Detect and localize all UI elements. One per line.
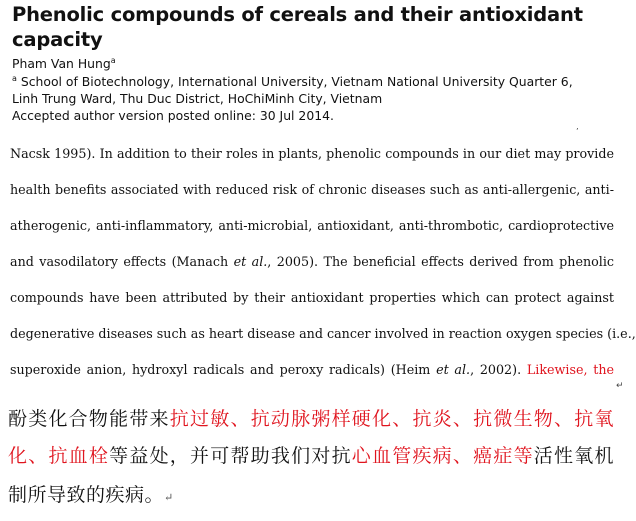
et-al-citation-2: et al. [436, 362, 471, 377]
affiliation-line-1: School of Biotechnology, International University, Vietnam National University Quarter 6, [16, 74, 573, 89]
stray-mark: ’ [576, 127, 579, 136]
chinese-text: 酚类化合物能带来 [8, 408, 170, 430]
english-line-6: degenerative diseases such as heart disease and cancer involved in reaction oxygen species (i.e., [10, 326, 636, 341]
chinese-text: 等益处，并可帮助我们对抗 [109, 445, 352, 467]
chinese-text: 制所导致的疾病。 [8, 484, 165, 506]
english-line-7-a: superoxide anion, hydroxyl radicals and peroxy radicals) (Heim [10, 362, 437, 377]
english-line-7 [10, 362, 614, 377]
chinese-highlight: 化、抗血栓 [8, 445, 110, 467]
paper-title [12, 2, 612, 52]
author-name: Pham Van Hung [12, 56, 111, 71]
highlighted-text: Likewise, the [526, 362, 615, 377]
english-line-5: compounds have been attributed by their antioxidant properties which can protect against [10, 290, 614, 305]
author-line [12, 55, 612, 72]
affiliation-superscript: a [12, 73, 17, 83]
accepted-date: Accepted author version posted online: 30 Jul 2014. [12, 108, 334, 123]
english-line-2: health benefits associated with reduced risk of chronic diseases such as anti-allergenic, anti- [10, 182, 614, 197]
english-line-1: Nacsk 1995). In addition to their roles in plants, phenolic compounds in our diet may provide [10, 146, 614, 161]
english-line-7-b: , 2002). [470, 362, 527, 377]
author-superscript: a [110, 55, 116, 65]
title-line-1: Phenolic compounds of cereals and their antioxidant [12, 3, 583, 26]
et-al-citation-1: et al. [233, 254, 268, 269]
chinese-line-2 [8, 441, 614, 468]
english-line-3: atherogenic, anti-inflammatory, anti-microbial, antioxidant, anti-thrombotic, cardioprotective [10, 218, 614, 233]
chinese-text: 活性氧机 [533, 445, 614, 467]
chinese-highlight: 心血管疾病、癌症等 [351, 445, 534, 467]
chinese-highlight: 抗过敏、抗动脉粥样硬化、抗炎、抗微生物、抗氧 [169, 408, 614, 430]
affiliation-line-2: Linh Trung Ward, Thu Duc District, HoChiMinh City, Vietnam [12, 91, 383, 106]
english-line-4-a: and vasodilatory effects (Manach [10, 254, 234, 269]
english-line-4 [10, 254, 614, 269]
chinese-line-1 [8, 404, 614, 431]
english-line-4-b: , 2005). The beneficial effects derived from phenolic [267, 254, 615, 269]
affiliation [12, 73, 612, 107]
line-end-mark: ↵ [616, 381, 624, 391]
paragraph-end-mark: ↵ [164, 491, 174, 504]
chinese-line-3 [8, 480, 614, 507]
title-line-2: capacity [12, 28, 103, 51]
paper-header [12, 2, 612, 124]
